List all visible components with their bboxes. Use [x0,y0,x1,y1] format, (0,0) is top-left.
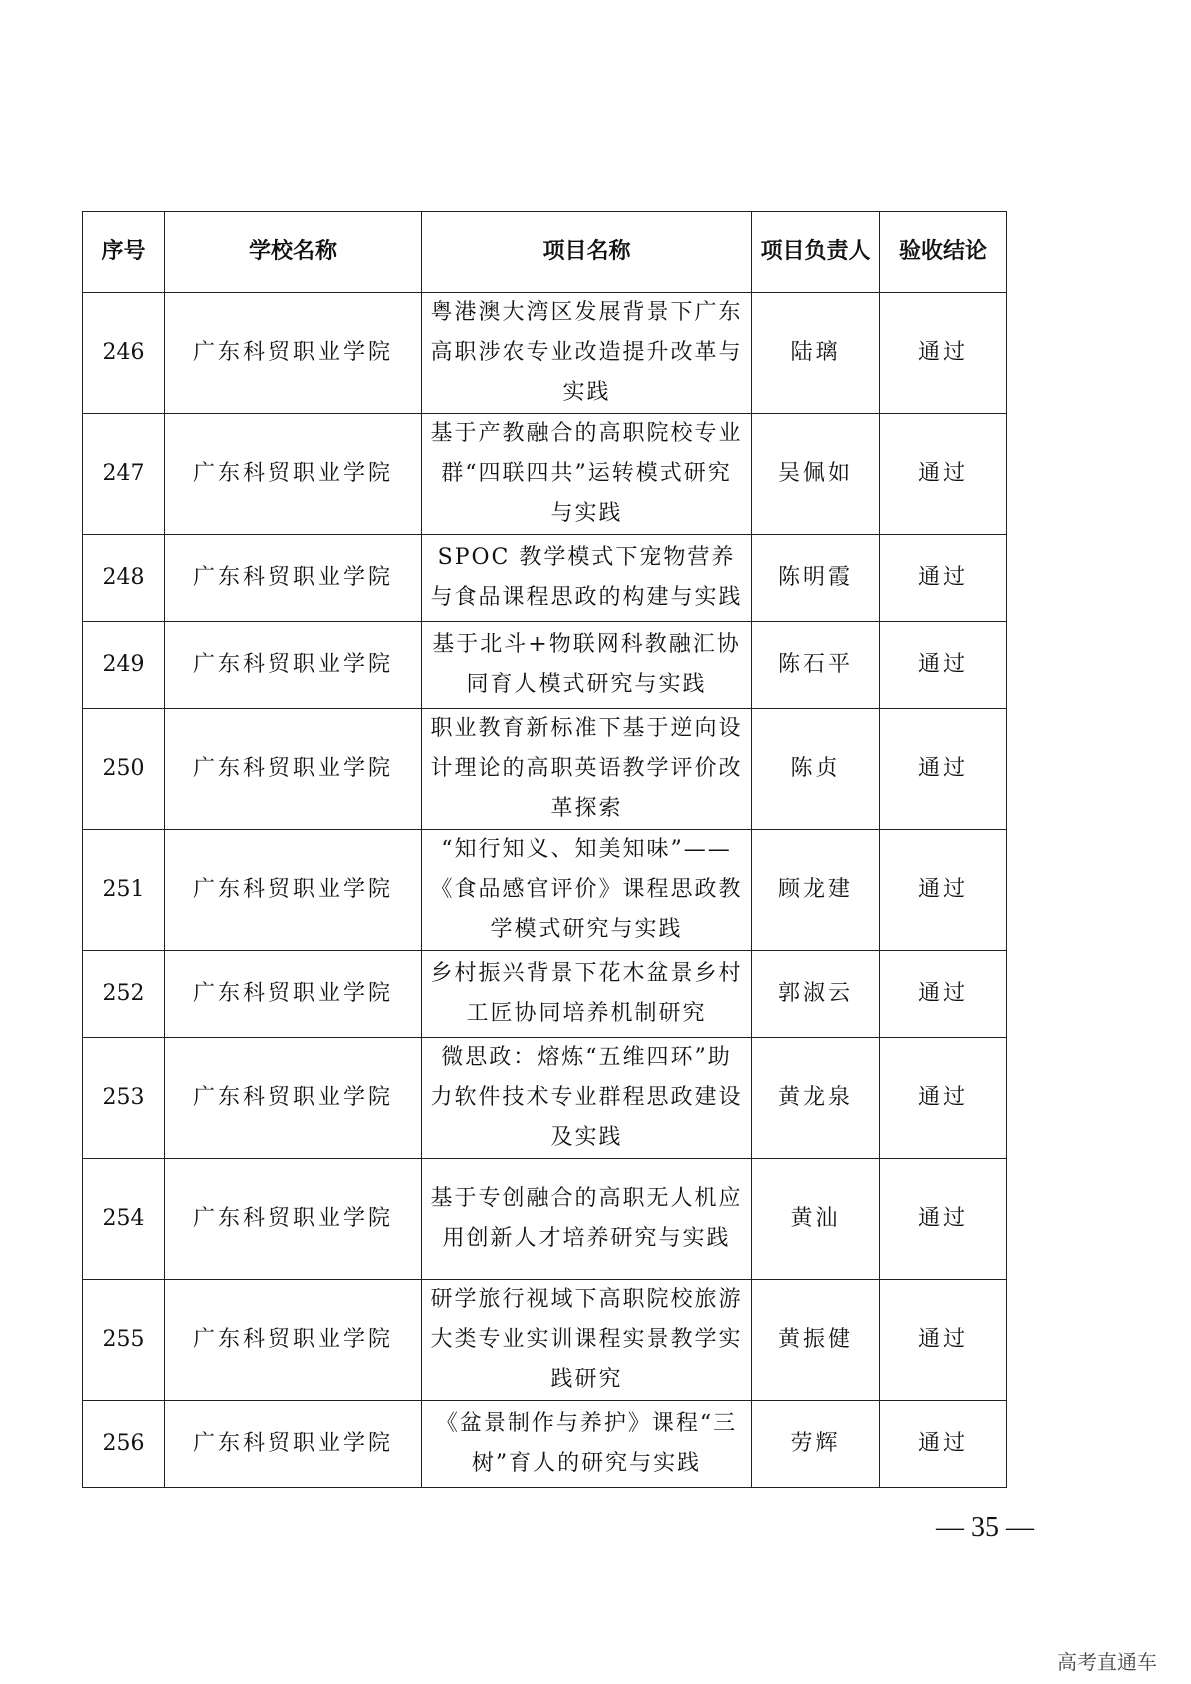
row-number: 256 [83,1401,165,1488]
project-leader: 陈石平 [752,622,880,709]
table-header-row [83,212,1007,293]
project-leader: 郭淑云 [752,951,880,1038]
school-name: 广东科贸职业学院 [165,535,422,622]
table-row [83,830,1007,951]
acceptance-result: 通过 [880,1401,1007,1488]
school-name: 广东科贸职业学院 [165,622,422,709]
school-name: 广东科贸职业学院 [165,293,422,414]
project-name: SPOC 教学模式下宠物营养与食品课程思政的构建与实践 [422,535,752,622]
table-row [83,293,1007,414]
row-number: 254 [83,1159,165,1280]
project-name: 《盆景制作与养护》课程“三树”育人的研究与实践 [422,1401,752,1488]
row-number: 253 [83,1038,165,1159]
header-result: 验收结论 [880,212,1007,293]
row-number: 250 [83,709,165,830]
row-number: 255 [83,1280,165,1401]
header-school: 学校名称 [165,212,422,293]
project-leader: 陈贞 [752,709,880,830]
school-name: 广东科贸职业学院 [165,1401,422,1488]
acceptance-result: 通过 [880,293,1007,414]
school-name: 广东科贸职业学院 [165,709,422,830]
header-no: 序号 [83,212,165,293]
project-leader: 顾龙建 [752,830,880,951]
row-number: 248 [83,535,165,622]
acceptance-result: 通过 [880,535,1007,622]
project-name: 基于产教融合的高职院校专业群“四联四共”运转模式研究与实践 [422,414,752,535]
project-name: 职业教育新标准下基于逆向设计理论的高职英语教学评价改革探索 [422,709,752,830]
project-leader: 黄振健 [752,1280,880,1401]
acceptance-result: 通过 [880,1159,1007,1280]
acceptance-result: 通过 [880,830,1007,951]
school-name: 广东科贸职业学院 [165,951,422,1038]
project-name: 乡村振兴背景下花木盆景乡村工匠协同培养机制研究 [422,951,752,1038]
table-body [83,293,1007,1488]
watermark: 高考直通车 [1057,1650,1157,1674]
table-row [83,1280,1007,1401]
table-row [83,951,1007,1038]
header-project: 项目名称 [422,212,752,293]
acceptance-result: 通过 [880,414,1007,535]
table-row [83,709,1007,830]
project-leader: 黄龙泉 [752,1038,880,1159]
row-number: 249 [83,622,165,709]
header-leader: 项目负责人 [752,212,880,293]
school-name: 广东科贸职业学院 [165,1280,422,1401]
acceptance-result: 通过 [880,1038,1007,1159]
acceptance-result: 通过 [880,709,1007,830]
project-name: 粤港澳大湾区发展背景下广东高职涉农专业改造提升改革与实践 [422,293,752,414]
school-name: 广东科贸职业学院 [165,1159,422,1280]
row-number: 246 [83,293,165,414]
page-number: — 35 — [936,1512,1034,1543]
row-number: 251 [83,830,165,951]
school-name: 广东科贸职业学院 [165,830,422,951]
project-name: 基于专创融合的高职无人机应用创新人才培养研究与实践 [422,1159,752,1280]
acceptance-table [82,211,1007,1488]
project-leader: 劳辉 [752,1401,880,1488]
project-name: “知行知义、知美知味”——《食品感官评价》课程思政教学模式研究与实践 [422,830,752,951]
table-row [83,414,1007,535]
project-leader: 陈明霞 [752,535,880,622]
school-name: 广东科贸职业学院 [165,414,422,535]
acceptance-result: 通过 [880,1280,1007,1401]
table-row [83,1159,1007,1280]
school-name: 广东科贸职业学院 [165,1038,422,1159]
acceptance-result: 通过 [880,951,1007,1038]
project-leader: 黄汕 [752,1159,880,1280]
row-number: 252 [83,951,165,1038]
project-leader: 吴佩如 [752,414,880,535]
table-row [83,1401,1007,1488]
table-row [83,535,1007,622]
row-number: 247 [83,414,165,535]
acceptance-result: 通过 [880,622,1007,709]
project-name: 研学旅行视域下高职院校旅游大类专业实训课程实景教学实践研究 [422,1280,752,1401]
project-name: 基于北斗+物联网科教融汇协同育人模式研究与实践 [422,622,752,709]
project-leader: 陆璃 [752,293,880,414]
table-row [83,622,1007,709]
project-name: 微思政：熔炼“五维四环”助力软件技术专业群程思政建设及实践 [422,1038,752,1159]
table-row [83,1038,1007,1159]
